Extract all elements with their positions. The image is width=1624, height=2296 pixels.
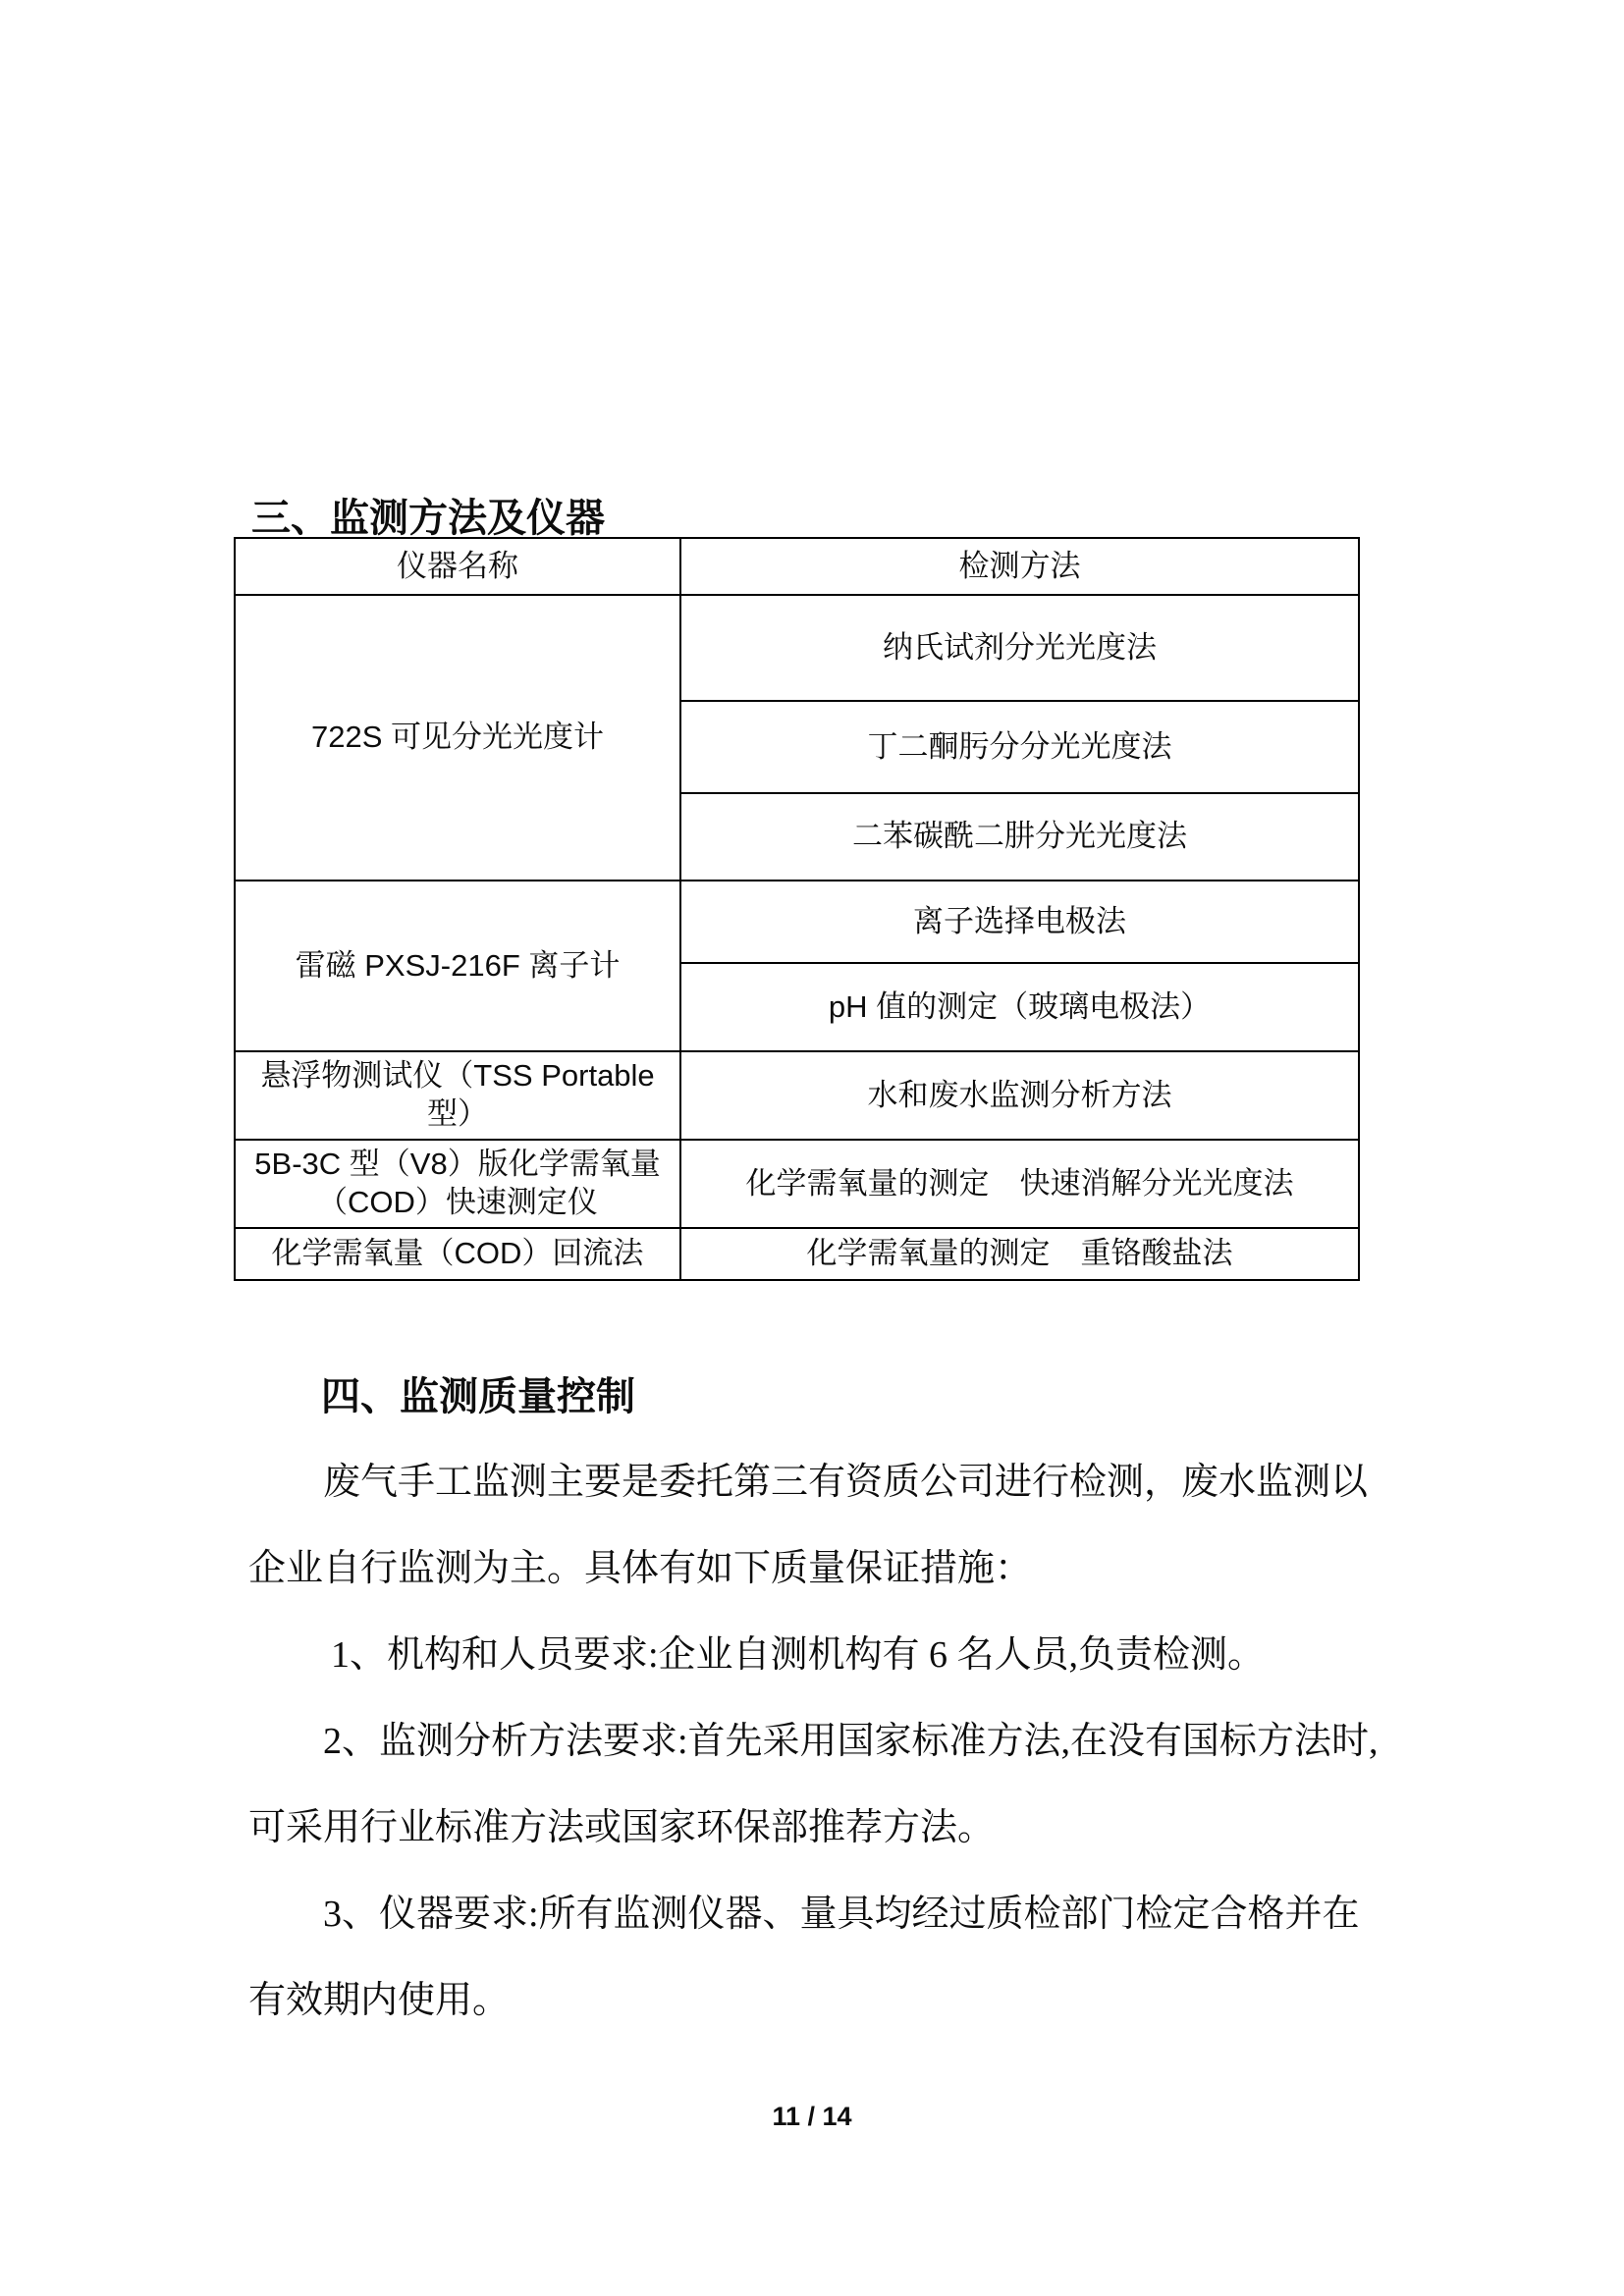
table-row — [235, 1228, 1359, 1280]
method-cell: 化学需氧量的测定 重铬酸盐法 — [680, 1228, 1359, 1280]
instrument-cell: 722S 可见分光光度计 — [235, 595, 680, 881]
method-cell: 丁二酮肟分分光光度法 — [680, 701, 1359, 793]
paragraph-line: 废气手工监测主要是委托第三有资质公司进行检测，废水监测以 — [323, 1462, 1369, 1503]
table-header-row — [235, 538, 1359, 595]
instrument-cell: 化学需氧量（COD）回流法 — [235, 1228, 680, 1280]
paragraph-line: 3、仪器要求:所有监测仪器、量具均经过质检部门检定合格并在 — [323, 1894, 1360, 1935]
method-cell: 离子选择电极法 — [680, 881, 1359, 963]
section-4-body — [248, 1439, 1387, 2044]
paragraph-line: 有效期内使用。 — [248, 1980, 511, 2021]
methods-table — [234, 537, 1360, 1281]
header-cell-method: 检测方法 — [680, 538, 1359, 595]
paragraph-line: 企业自行监测为主。具体有如下质量保证措施： — [248, 1548, 1033, 1589]
page-number: 11 / 14 — [772, 2102, 852, 2131]
table-row — [235, 595, 1359, 701]
instrument-cell: 悬浮物测试仪（TSS Portable 型） — [235, 1051, 680, 1140]
instrument-cell: 5B-3C 型（V8）版化学需氧量（COD）快速测定仪 — [235, 1140, 680, 1228]
method-cell: 化学需氧量的测定 快速消解分光光度法 — [680, 1140, 1359, 1228]
table-row — [235, 1140, 1359, 1228]
method-cell: 水和废水监测分析方法 — [680, 1051, 1359, 1140]
instrument-cell: 雷磁 PXSJ-216F 离子计 — [235, 881, 680, 1051]
paragraph-line: 可采用行业标准方法或国家环保部推荐方法。 — [248, 1807, 996, 1848]
section-3-heading: 三、监测方法及仪器 — [251, 497, 605, 540]
method-cell: 纳氏试剂分光光度法 — [680, 595, 1359, 701]
paragraph-line: 2、监测分析方法要求:首先采用国家标准方法,在没有国标方法时, — [323, 1721, 1379, 1762]
table-row — [235, 1051, 1359, 1140]
method-cell: pH 值的测定（玻璃电极法） — [680, 963, 1359, 1051]
table-row — [235, 881, 1359, 963]
section-4-heading: 四、监测质量控制 — [321, 1375, 635, 1418]
header-cell-instrument: 仪器名称 — [235, 538, 680, 595]
method-cell: 二苯碳酰二肼分光光度法 — [680, 793, 1359, 881]
paragraph-line: 1、机构和人员要求:企业自测机构有 6 名人员,负责检测。 — [331, 1634, 1266, 1676]
